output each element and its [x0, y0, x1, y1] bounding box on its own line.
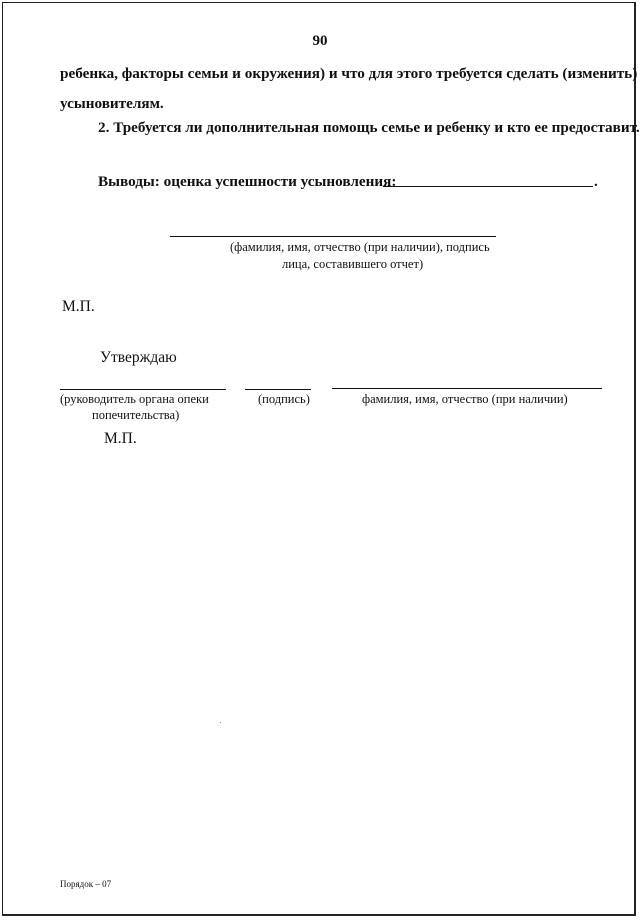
- head-caption-line-2: попечительства): [92, 408, 180, 422]
- conclusion-fill-line: [383, 186, 593, 187]
- conclusion-label: Выводы: оценка успешности усыновления:: [98, 173, 397, 190]
- stamp-placeholder-1: М.П.: [62, 298, 95, 315]
- stamp-placeholder-2: М.П.: [104, 430, 137, 447]
- signature-caption: (подпись): [258, 392, 310, 406]
- compiler-signature-line: [170, 236, 496, 237]
- conclusion-end-period: .: [594, 173, 598, 190]
- approval-label: Утверждаю: [100, 349, 177, 366]
- paragraph-2: 2. Требуется ли дополнительная помощь семье и ребенку и кто ее предоставит.: [98, 119, 640, 136]
- head-caption-line-1: (руководитель органа опеки: [60, 392, 209, 406]
- scan-speck: [220, 722, 221, 723]
- head-signature-line: [60, 389, 226, 390]
- paragraph-1-line-2: усыновителям.: [60, 95, 164, 112]
- page-number: 90: [312, 33, 328, 49]
- compiler-caption-line-1: (фамилия, имя, отчество (при наличии), подпись: [230, 240, 490, 254]
- page-border: [2, 2, 636, 916]
- name-caption: фамилия, имя, отчество (при наличии): [362, 392, 568, 406]
- compiler-caption-line-2: лица, составившего отчет): [282, 257, 424, 271]
- footer-reference: Порядок – 07: [60, 879, 112, 889]
- paragraph-1-line-1: ребенка, факторы семьи и окружения) и что для этого требуется сделать (изменить): [60, 65, 638, 82]
- signature-line: [245, 389, 311, 390]
- name-line: [332, 388, 602, 389]
